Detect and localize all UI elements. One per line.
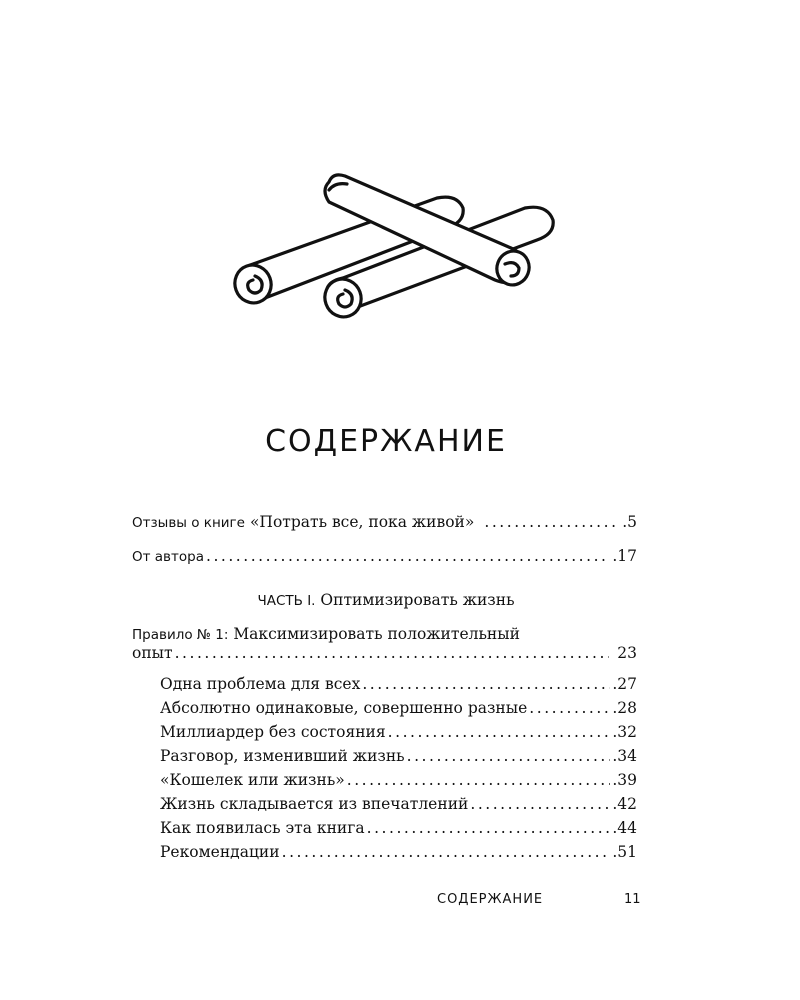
- toc-entry-page: 23: [617, 644, 637, 662]
- toc-subentry[interactable]: [160, 674, 637, 694]
- toc-subentry-page: .28: [612, 699, 637, 717]
- page-title: СОДЕРЖАНИЕ: [265, 424, 507, 459]
- toc-subentry-page: .32: [612, 723, 637, 741]
- toc-subentry[interactable]: [160, 770, 637, 790]
- toc-subentry-page: .34: [612, 747, 637, 765]
- toc-entry-lead: От автора: [132, 549, 204, 565]
- leader-dots: [529, 698, 610, 718]
- toc-entry-reviews[interactable]: [132, 512, 637, 533]
- toc-subentry-page: .39: [612, 771, 637, 789]
- toc-subentry[interactable]: [160, 722, 637, 742]
- toc-subentry-page: .27: [612, 675, 637, 693]
- toc-entry-page: .17: [612, 547, 637, 565]
- leader-dots: [484, 512, 620, 532]
- toc-entry-title: «Потрать все, пока живой»: [249, 513, 475, 531]
- toc-part-heading[interactable]: [0, 590, 772, 611]
- toc-entry-lead: Отзывы о книге: [132, 515, 245, 531]
- toc-subentry-title: Абсолютно одинаковые, совершенно разные: [160, 699, 528, 717]
- rule-title: Максимизировать положительный: [233, 625, 520, 643]
- toc-subentry-title: «Кошелек или жизнь»: [160, 771, 345, 789]
- leader-dots: [362, 674, 610, 694]
- toc-subentry[interactable]: [160, 794, 637, 814]
- toc-entry-page: .5: [622, 513, 637, 531]
- page-number: 11: [624, 892, 641, 907]
- leader-dots: [347, 770, 611, 790]
- leader-dots: [470, 794, 610, 814]
- toc-subentry-title: Одна проблема для всех: [160, 675, 361, 693]
- toc-subentry-title: Жизнь складывается из впечатлений: [160, 795, 469, 813]
- leader-dots: [282, 842, 611, 862]
- cinnamon-sticks-icon: [225, 168, 570, 328]
- toc-subentry[interactable]: [160, 842, 637, 862]
- toc-subentry-page: .51: [612, 843, 637, 861]
- toc-rule-heading[interactable]: [132, 624, 637, 645]
- toc-subentry[interactable]: [160, 818, 637, 838]
- rule-title-continued: опыт: [132, 644, 173, 662]
- leader-dots: [206, 546, 610, 566]
- leader-dots: [388, 722, 611, 742]
- toc-subentry-page: .42: [612, 795, 637, 813]
- toc-entry-author[interactable]: [132, 546, 637, 567]
- toc-subentry[interactable]: [160, 746, 637, 766]
- part-label: ЧАСТЬ I.: [257, 593, 316, 609]
- toc-subentry[interactable]: [160, 698, 637, 718]
- rule-label: Правило № 1:: [132, 627, 229, 643]
- toc-subentry-page: .44: [612, 819, 637, 837]
- toc-rule-heading-continued[interactable]: [132, 643, 637, 663]
- part-title: Оптимизировать жизнь: [320, 591, 515, 609]
- toc-subentry-title: Рекомендации: [160, 843, 280, 861]
- running-title: СОДЕРЖАНИЕ: [437, 892, 544, 907]
- toc-subentry-title: Как появилась эта книга: [160, 819, 365, 837]
- leader-dots: [367, 818, 611, 838]
- leader-dots: [407, 746, 611, 766]
- toc-subentry-title: Разговор, изменивший жизнь: [160, 747, 405, 765]
- toc-subentry-title: Миллиардер без состояния: [160, 723, 386, 741]
- leader-dots: [175, 643, 610, 663]
